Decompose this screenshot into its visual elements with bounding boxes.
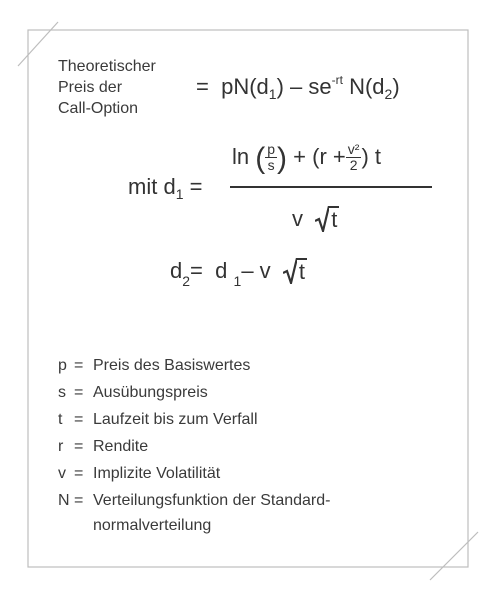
legend-equals: =: [74, 410, 84, 428]
main-close-paren: ): [276, 74, 284, 99]
frac-p-den: s: [267, 156, 275, 173]
main-d1-sub: 1: [268, 86, 277, 102]
d2-prefix: d: [170, 258, 183, 283]
sqrt-sign: [315, 206, 339, 232]
main-minus-se: – se: [283, 74, 332, 99]
d1-open-paren: (: [255, 142, 266, 175]
d1-prefix: mit d: [128, 174, 176, 199]
legend-equals: =: [74, 383, 84, 401]
legend-description: Verteilungsfunktion der Standard-: [93, 491, 331, 509]
d2-formula: [170, 258, 307, 289]
frac-v2-over-2: [346, 142, 362, 173]
d2-t: t: [298, 259, 306, 284]
d1-close-paren: ): [277, 142, 288, 175]
d1-ln: ln: [232, 144, 250, 169]
main-equals: =: [196, 74, 209, 99]
legend-symbol: s: [58, 383, 66, 401]
legend-symbol: v: [58, 464, 66, 482]
main-N2: N(d: [342, 74, 385, 99]
d1-fraction-bar: [230, 186, 432, 188]
label-line-3: Call-Option: [58, 100, 139, 117]
frac-v-den: 2: [349, 156, 358, 173]
legend-row: [58, 352, 330, 379]
legend-description: Rendite: [93, 437, 149, 455]
d1-denominator: [292, 206, 339, 232]
d2-d-sub: 1: [233, 273, 242, 289]
frac-p-over-s: [265, 142, 277, 173]
main-N: N: [233, 74, 250, 99]
legend-symbol: r: [58, 437, 64, 455]
d1-den-t: t: [331, 207, 338, 232]
legend-description: Ausübungspreis: [93, 383, 208, 401]
d1-plus: +: [293, 144, 307, 169]
label-line-1: Theoretischer: [58, 58, 156, 75]
frac-p-num: p: [267, 140, 276, 157]
main-p: p: [221, 74, 234, 99]
radical-icon: [315, 206, 329, 232]
d1-label: [128, 174, 202, 200]
legend-symbol: p: [58, 356, 67, 374]
legend-row: [58, 379, 330, 406]
d2-d: d: [215, 258, 228, 283]
d1-numerator: [232, 140, 381, 174]
d1-equals: =: [189, 174, 203, 199]
main-d2-sub: 2: [384, 86, 393, 102]
legend-description: Laufzeit bis zum Verfall: [93, 410, 258, 428]
d1-close-t: ) t: [361, 144, 382, 169]
legend-row: [58, 406, 330, 433]
legend-equals: =: [74, 464, 84, 482]
d1-den-v: v: [292, 206, 303, 231]
d2-prefix-sub: 2: [182, 273, 191, 289]
variable-legend: [58, 352, 330, 538]
label-line-2: Preis der: [58, 79, 123, 96]
legend-symbol: t: [58, 410, 63, 428]
call-price-label: [58, 56, 156, 119]
legend-description: Preis des Basiswertes: [93, 356, 251, 374]
legend-row: [58, 487, 330, 514]
legend-description: Implizite Volatilität: [93, 464, 221, 482]
legend-equals: =: [74, 356, 84, 374]
legend-row: [58, 460, 330, 487]
radical-icon: [283, 258, 297, 284]
legend-continuation: [58, 514, 330, 538]
main-d1-base: (d: [249, 74, 269, 99]
d1-prefix-sub: 1: [175, 186, 184, 202]
main-close2: ): [392, 74, 400, 99]
d2-minus-v: – v: [241, 258, 271, 283]
d2-equals: =: [190, 258, 203, 283]
legend-symbol: N: [58, 491, 70, 509]
d1-r-plus: (r +: [312, 144, 346, 169]
legend-equals: =: [74, 437, 84, 455]
legend-continuation-text: normalverteilung: [93, 517, 212, 534]
frac-v-num: v²: [347, 140, 360, 157]
main-exponent: -rt: [331, 73, 343, 87]
legend-equals: =: [74, 491, 84, 509]
main-formula: [196, 74, 400, 100]
d2-sqrt-sign: [283, 258, 307, 284]
legend-row: [58, 433, 330, 460]
